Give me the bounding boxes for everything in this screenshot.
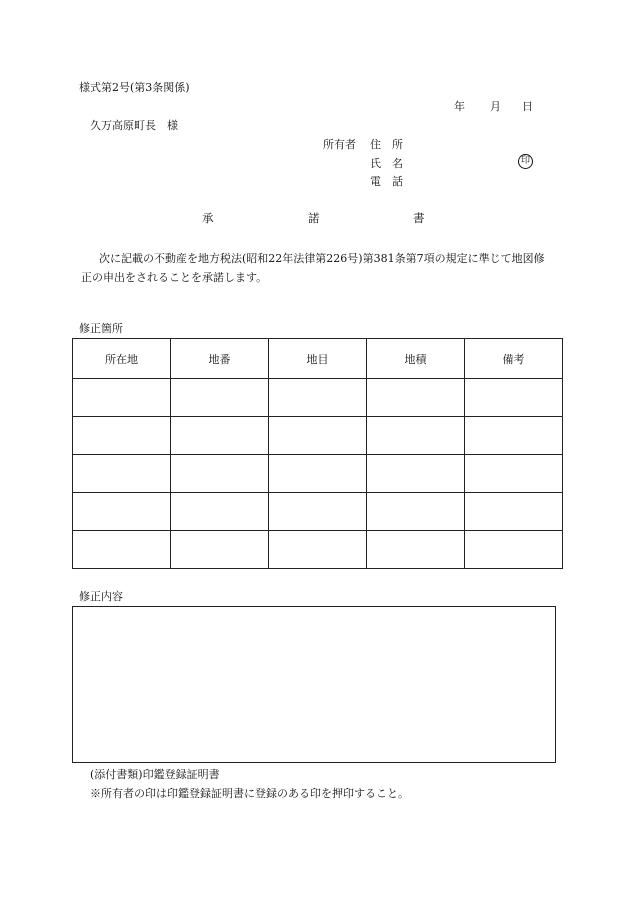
table-cell[interactable] — [171, 379, 269, 417]
table-cell[interactable] — [269, 455, 367, 493]
table-cell[interactable] — [171, 455, 269, 493]
table-row — [73, 417, 563, 455]
header-land-category: 地目 — [269, 339, 367, 379]
document-title-char-1: 承 — [202, 211, 214, 225]
table-cell[interactable] — [367, 417, 465, 455]
seal-instruction-note: ※所有者の印は印鑑登録証明書に登録のある印を押印すること。 — [90, 787, 409, 800]
table-cell[interactable] — [367, 379, 465, 417]
owner-name-label: 氏 名 — [370, 157, 403, 170]
header-land-area: 地積 — [367, 339, 465, 379]
correction-location-label: 修正箇所 — [79, 322, 123, 335]
table-cell[interactable] — [73, 493, 171, 531]
table-cell[interactable] — [269, 379, 367, 417]
table-header-row — [73, 339, 563, 379]
table-cell[interactable] — [367, 493, 465, 531]
addressee: 久万高原町長 様 — [90, 119, 178, 132]
correction-content-label: 修正内容 — [79, 590, 123, 603]
seal-mark-icon: 印 — [518, 154, 533, 169]
table-cell[interactable] — [465, 531, 563, 569]
table-cell[interactable] — [367, 531, 465, 569]
table-cell[interactable] — [465, 379, 563, 417]
owner-phone-label: 電 話 — [370, 175, 403, 188]
table-row — [73, 379, 563, 417]
table-row — [73, 493, 563, 531]
table-row — [73, 455, 563, 493]
table-cell[interactable] — [269, 531, 367, 569]
table-cell[interactable] — [367, 455, 465, 493]
header-remarks: 備考 — [465, 339, 563, 379]
table-cell[interactable] — [73, 379, 171, 417]
table-cell[interactable] — [465, 455, 563, 493]
correction-content-box[interactable] — [72, 606, 556, 763]
date-year-label: 年 — [454, 100, 465, 113]
owner-label: 所有者 — [323, 138, 356, 151]
table-cell[interactable] — [73, 531, 171, 569]
document-title-char-2: 諾 — [308, 211, 320, 225]
date-day-label: 日 — [522, 100, 533, 113]
owner-address-label: 住 所 — [370, 138, 403, 151]
table-cell[interactable] — [171, 417, 269, 455]
header-location: 所在地 — [73, 339, 171, 379]
document-title-char-3: 書 — [413, 211, 425, 225]
date-month-label: 月 — [490, 100, 501, 113]
table-cell[interactable] — [269, 417, 367, 455]
table-cell[interactable] — [73, 455, 171, 493]
consent-body-text: 次に記載の不動産を地方税法(昭和22年法律第226号)第381条第7項の規定に準じて地図修正の申出をされることを承諾します。 — [81, 252, 545, 284]
form-number-label: 様式第2号(第3条関係) — [79, 81, 190, 94]
table-cell[interactable] — [465, 417, 563, 455]
table-cell[interactable] — [171, 493, 269, 531]
header-lot-number: 地番 — [171, 339, 269, 379]
table-row — [73, 531, 563, 569]
table-cell[interactable] — [269, 493, 367, 531]
table-cell[interactable] — [465, 493, 563, 531]
table-cell[interactable] — [73, 417, 171, 455]
attachment-note: (添付書類)印鑑登録証明書 — [90, 768, 220, 781]
correction-location-table — [72, 338, 563, 569]
table-cell[interactable] — [171, 531, 269, 569]
